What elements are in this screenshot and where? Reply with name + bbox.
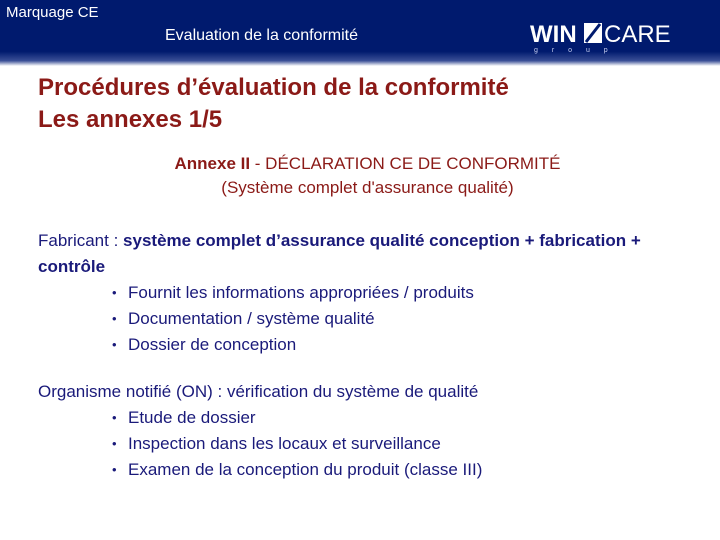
bullet-icon: • [112,410,117,425]
list-item [38,280,698,306]
fabricant-block [38,228,698,358]
list-item [38,431,698,457]
list-item-text: Inspection dans les locaux et surveillance [128,434,441,453]
logo-care-text: CARE [604,21,671,48]
list-item-text: Examen de la conception du produit (classe III) [128,460,483,479]
bullet-icon: • [112,285,117,300]
organisme-block [38,379,698,483]
bullet-icon: • [112,436,117,451]
annex-heading [0,152,720,200]
title-line-1: Procédures d’évaluation de la conformité [38,74,509,101]
title-line-2: Les annexes 1/5 [38,106,223,133]
logo-win-text: WIN [530,21,577,48]
bullet-icon: • [112,337,117,352]
list-item-text: Dossier de conception [128,335,297,354]
wincare-logo [528,18,678,54]
annex-line-2: (Système complet d'assurance qualité) [221,178,514,197]
fabricant-description: système complet d’assurance qualité conception + fabrication + contrôle [38,231,641,276]
list-item [38,306,698,332]
logo-group-text: g r o u p [534,47,614,54]
list-item [38,457,698,483]
fabricant-list [38,280,698,358]
list-item [38,332,698,358]
fabricant-label: Fabricant : [38,231,124,250]
list-item-text: Etude de dossier [128,408,256,427]
header-bar [0,0,720,66]
list-item-text: Documentation / système qualité [128,309,375,328]
bullet-icon: • [112,462,117,477]
bullet-icon: • [112,311,117,326]
list-item-text: Fournit les informations appropriées / produits [128,283,474,302]
section-label: Marquage CE [6,4,99,21]
organisme-list [38,405,698,483]
header-subtitle: Evaluation de la conformité [165,27,358,44]
fabricant-heading [38,228,698,280]
annex-line-1 [0,152,720,176]
list-item [38,405,698,431]
organisme-heading: Organisme notifié (ON) : vérification du système de qualité [38,382,479,401]
annex-title: - DÉCLARATION CE DE CONFORMITÉ [250,154,561,173]
slide-title [38,72,509,136]
annex-number: Annexe II [174,154,251,173]
